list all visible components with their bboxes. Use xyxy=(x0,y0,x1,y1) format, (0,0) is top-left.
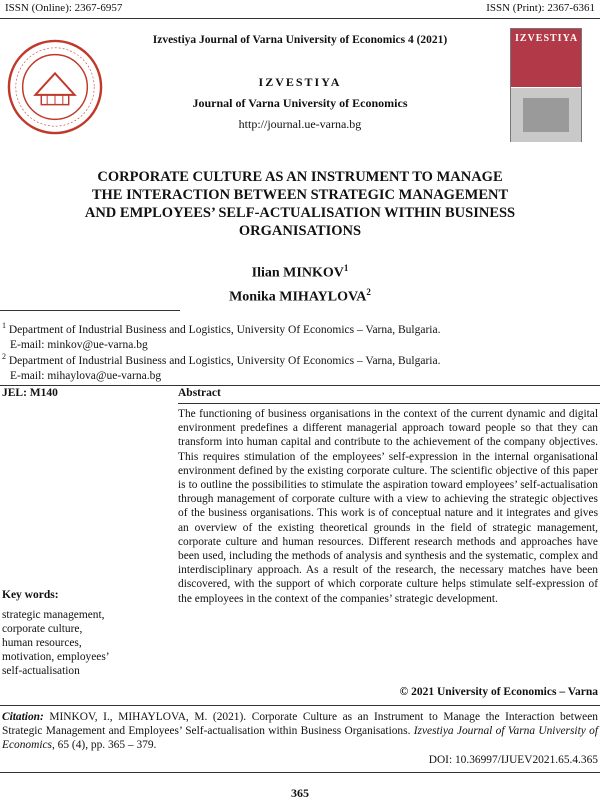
authors xyxy=(0,259,600,306)
citation xyxy=(2,710,598,753)
aff-1-sup: 1 xyxy=(2,321,6,330)
author-1 xyxy=(0,259,600,283)
aff-2-dept: Department of Industrial Business and Logistics, University Of Economics – Varna, Bulgaria. xyxy=(8,354,441,367)
affiliation-separator xyxy=(0,310,180,311)
title-line: ORGANISATIONS xyxy=(238,223,362,239)
citation-label: Citation: xyxy=(2,711,44,723)
citation-journal: Izvestiya Journal of Varna University of Economics xyxy=(2,725,598,752)
keywords-heading: Key words: xyxy=(2,589,59,601)
journal-name: Journal of Varna University of Economics xyxy=(192,96,408,110)
aff-1-dept: Department of Industrial Business and Logistics, University Of Economics – Varna, Bulgaria. xyxy=(8,323,441,336)
citation-text: MINKOV, I., MIHAYLOVA, M. (2021). Corporate Culture as an Instrument to Manage the Interaction between Strategic Management and Employees’ Self-actualisation within Business Organisations. xyxy=(2,711,598,738)
doi: DOI: 10.36997/IJUEV2021.65.4.365 xyxy=(428,754,598,766)
issn-bar xyxy=(0,0,600,19)
author-2-sup: 2 xyxy=(366,286,371,297)
cover-image-icon xyxy=(511,87,581,142)
keyword-item: strategic management, xyxy=(2,609,105,621)
title-line: CORPORATE CULTURE AS AN INSTRUMENT TO MANAGE xyxy=(97,169,503,185)
divider xyxy=(178,403,600,404)
aff-2-email: E-mail: mihaylova@ue-varna.bg xyxy=(10,369,162,382)
abstract-heading: Abstract xyxy=(178,387,221,399)
keyword-item: human resources, xyxy=(2,637,82,649)
affiliation-2 xyxy=(2,349,598,384)
issn-print: ISSN (Print): 2367-6361 xyxy=(486,2,595,14)
divider xyxy=(0,385,600,386)
author-1-sup: 1 xyxy=(343,263,349,273)
divider xyxy=(0,705,600,706)
title-line: THE INTERACTION BETWEEN STRATEGIC MANAGEMENT xyxy=(91,187,509,203)
aff-2-sup: 2 xyxy=(2,352,6,361)
author-2-name: Monika MIHAYLOVA xyxy=(229,289,367,305)
affiliation-1 xyxy=(2,318,598,353)
affiliation-2-line2 xyxy=(2,369,598,384)
title-line: AND EMPLOYEES’ SELF-ACTUALISATION WITHIN BUSINESS xyxy=(84,205,516,221)
abstract-text: The functioning of business organisations in the context of the current dynamic and digital environment predefines a different managerial approach toward people so that they can transform into human capital and contribute to the achievement of the company objectives. This requires stimulation of the employees’ self-expression in the internal organisational environment defined by the existing corporate culture. The scientific objective of this paper is to outline the possibilities to stimulate the aspiration toward employees’ self-actualisation through management of corporate culture with a view to achieving the strategic objectives of the business organisations. This work is of conceptual nature and it integrates and gives an overview of the existing theoretical grounds in the field of strategic management, corporate culture and human resources. Different research methods and approaches have been used, including the methods of analysis and synthesis and the systematic, complex and interdisciplinary approach. As a result of the research, the necessary matches have been discovered, with the support of which corporate culture helps stimulate self-expression of the employees in the context of the companies’ strategic development. xyxy=(178,408,598,605)
journal-issue: Izvestiya Journal of Varna University of Economics 4 (2021) xyxy=(152,34,448,46)
journal-url: http://journal.ue-varna.bg xyxy=(238,117,362,131)
author-2 xyxy=(0,283,600,307)
cover-title: IZVESTIYA xyxy=(515,33,579,44)
aff-1-email: E-mail: minkov@ue-varna.bg xyxy=(10,338,148,351)
keyword-item: corporate culture, xyxy=(2,623,83,635)
keyword-item: motivation, employees’ xyxy=(2,651,110,663)
izvestiya-heading: IZVESTIYA xyxy=(258,75,342,89)
issn-online: ISSN (Online): 2367-6957 xyxy=(5,2,123,14)
divider xyxy=(0,772,600,773)
copyright: © 2021 University of Economics – Varna xyxy=(399,686,598,698)
article-title xyxy=(20,168,580,240)
jel-code: JEL: M140 xyxy=(2,387,58,399)
affiliation-1-line1 xyxy=(2,318,598,338)
author-1-name: Ilian MINKOV xyxy=(251,265,344,281)
journal-cover xyxy=(510,28,582,142)
affiliation-2-line1 xyxy=(2,349,598,369)
page-number: 365 xyxy=(291,786,309,800)
citation-end: , 65 (4), pp. 365 – 379. xyxy=(51,739,157,752)
keyword-item: self-actualisation xyxy=(2,665,80,677)
keywords-list xyxy=(2,608,174,678)
